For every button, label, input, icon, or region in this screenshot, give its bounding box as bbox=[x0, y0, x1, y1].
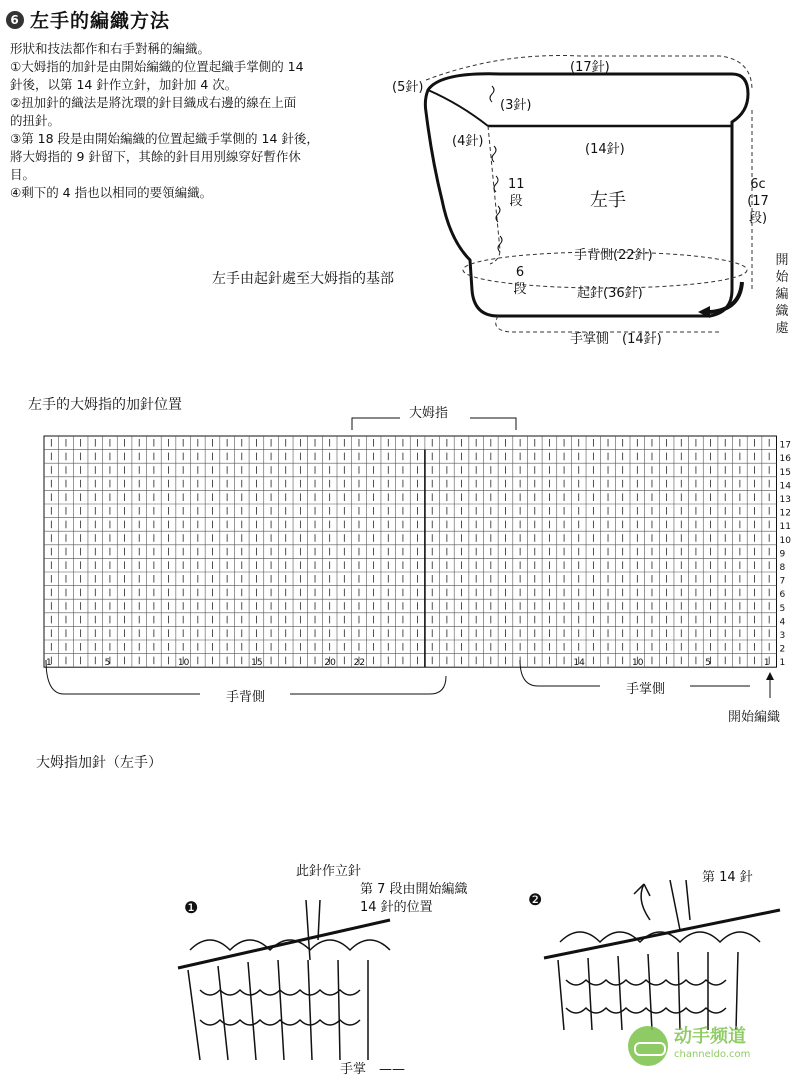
start-arrow-tip bbox=[766, 672, 774, 680]
row-number: 8 bbox=[779, 563, 786, 573]
instruction-line: 針後，以第 14 針作立針，加針加 4 次。 bbox=[10, 77, 238, 92]
column-number: 1 bbox=[763, 658, 770, 669]
row-number: 12 bbox=[779, 508, 791, 519]
glove-caption: 左手由起針處至大姆指的基部 bbox=[212, 271, 394, 287]
instruction-line: ②扭加針的織法是將沈環的針目織成右邊的線在上面 bbox=[10, 95, 297, 110]
column-number: 14 bbox=[573, 658, 585, 669]
illustration-step-1 bbox=[170, 900, 410, 1070]
column-number: 20 bbox=[324, 658, 336, 669]
right-rows-l1: 6c bbox=[750, 177, 766, 192]
knit-fabric bbox=[188, 900, 390, 1060]
instruction-line: ①大姆指的加針是由開始編織的位置起織手掌側的 14 bbox=[10, 59, 304, 74]
column-number: 22 bbox=[353, 658, 366, 669]
row-number: 17 bbox=[779, 440, 791, 451]
row-number: 14 bbox=[779, 481, 791, 492]
rows-6-num: 6 bbox=[515, 265, 525, 280]
row-number: 2 bbox=[779, 644, 786, 655]
rows-11-label bbox=[508, 176, 524, 210]
instructions bbox=[10, 40, 375, 202]
start-char: 編 bbox=[775, 287, 789, 302]
right-rows-label bbox=[746, 176, 770, 227]
step-1-bottom-label: 手掌 —— bbox=[340, 1062, 406, 1077]
back-side-chart-label: 手背側 bbox=[226, 690, 266, 705]
needle bbox=[544, 910, 780, 958]
section-number: 6 bbox=[6, 11, 24, 29]
instruction-line: 將大姆指的 9 針留下，其餘的針目用別線穿好暫作休 bbox=[10, 149, 301, 164]
hand-label: 左手 bbox=[590, 190, 626, 211]
palm-side-label: 手掌側 (14針) bbox=[570, 332, 662, 347]
step-1-label-1: 此針作立針 bbox=[296, 864, 362, 879]
rows-6-unit: 段 bbox=[513, 282, 527, 297]
row-number: 5 bbox=[779, 603, 786, 614]
instruction-line: 形狀和技法都作和右手對稱的編織。 bbox=[10, 41, 211, 56]
thumb-increase-title: 大姆指加針（左手） bbox=[36, 755, 162, 771]
chart-grid bbox=[44, 436, 791, 668]
instruction-line: 的扭針。 bbox=[10, 113, 61, 128]
palm-side-chart-label: 手掌側 bbox=[626, 682, 666, 697]
row-number: 3 bbox=[779, 631, 786, 641]
row-number: 10 bbox=[779, 535, 791, 546]
stitch-chart bbox=[0, 400, 800, 740]
row-number: 4 bbox=[779, 617, 786, 628]
illustration-step-2 bbox=[540, 880, 800, 1050]
row-number: 7 bbox=[779, 576, 786, 587]
step-1-number: ❶ bbox=[184, 898, 199, 917]
glove-outline bbox=[425, 74, 748, 316]
instruction-line: ③第 18 段是由開始編織的位置起織手掌側的 14 針後， bbox=[10, 131, 319, 146]
column-number: 10 bbox=[177, 658, 190, 669]
column-number: 5 bbox=[104, 658, 111, 669]
back-side-label: 手背側(22針) bbox=[574, 248, 653, 263]
right-rows-l3: 段) bbox=[748, 211, 768, 226]
start-char: 織 bbox=[775, 304, 789, 319]
start-char: 開 bbox=[775, 253, 789, 268]
watermark bbox=[628, 1026, 750, 1066]
row-number: 11 bbox=[779, 522, 791, 533]
row-number: 16 bbox=[779, 454, 791, 465]
column-number: 5 bbox=[705, 658, 711, 669]
start-arrow bbox=[710, 282, 742, 312]
row-number: 15 bbox=[779, 467, 791, 478]
step-1-label-3: 14 針的位置 bbox=[360, 900, 433, 915]
section-title-text: 左手的編織方法 bbox=[30, 10, 171, 32]
rows-11-unit: 段 bbox=[509, 194, 523, 209]
inner-stitches-label: (14針) bbox=[585, 142, 625, 157]
thumb-side-label: (4針) bbox=[452, 134, 484, 149]
start-knit-chart-label: 開始編織 bbox=[728, 710, 781, 725]
column-number: 1 bbox=[46, 658, 52, 669]
start-knit-label bbox=[774, 252, 790, 337]
rows-6-label bbox=[512, 264, 528, 298]
rows-11-num: 11 bbox=[508, 177, 525, 192]
start-char: 處 bbox=[775, 321, 789, 336]
start-char: 始 bbox=[775, 270, 789, 285]
watermark-logo bbox=[628, 1026, 668, 1066]
watermark-sub: channeldo.com bbox=[674, 1049, 751, 1060]
column-number: 15 bbox=[251, 658, 263, 669]
instruction-line: 目。 bbox=[10, 167, 36, 182]
row-number: 1 bbox=[779, 658, 786, 669]
instruction-line: ④剩下的 4 指也以相同的要領編織。 bbox=[10, 185, 213, 200]
thumb-outer-label: (5針) bbox=[392, 80, 424, 95]
thumb-label: 大姆指 bbox=[405, 402, 452, 421]
cast-on-label: 起針(36針) bbox=[577, 286, 643, 301]
step-2-label: 第 14 針 bbox=[702, 870, 753, 885]
watermark-text: 动手频道 bbox=[674, 1026, 746, 1047]
right-rows-l2: (17 bbox=[747, 194, 769, 209]
knit-fabric bbox=[558, 880, 760, 1030]
row-number: 6 bbox=[779, 590, 786, 601]
step-1-label-2: 第 7 段由開始編織 bbox=[360, 882, 468, 897]
row-number: 13 bbox=[779, 495, 791, 505]
column-number: 10 bbox=[632, 658, 644, 669]
step-2-number: ❷ bbox=[528, 890, 543, 909]
row-number: 9 bbox=[779, 549, 786, 560]
thumb-inner-label: (3針) bbox=[500, 98, 532, 113]
top-stitches-label: (17針) bbox=[570, 60, 610, 75]
section-title bbox=[6, 6, 170, 33]
chart-title: 左手的大姆指的加針位置 bbox=[28, 397, 182, 413]
thumb-edge bbox=[428, 90, 488, 126]
